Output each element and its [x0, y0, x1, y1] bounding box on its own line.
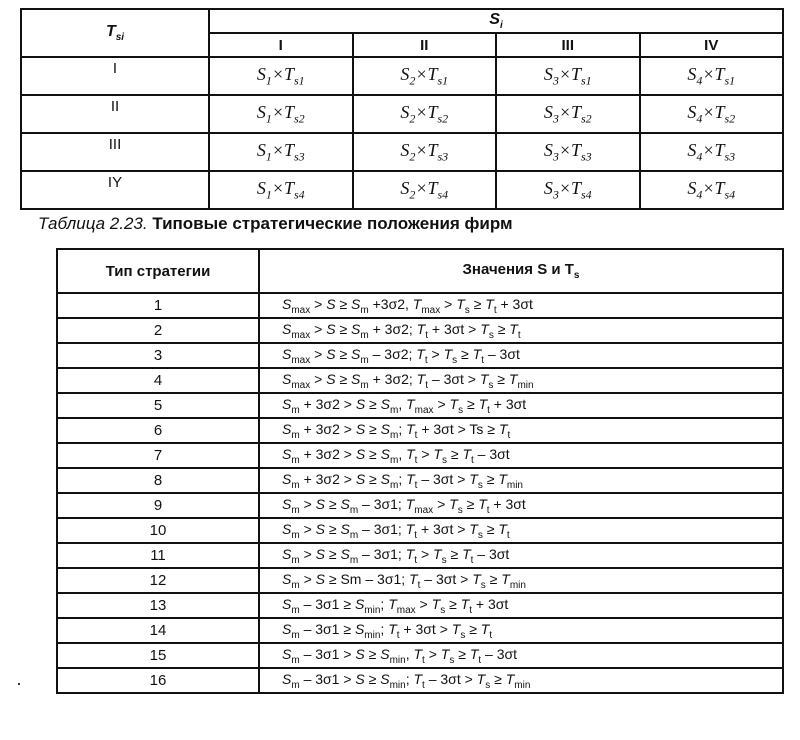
strategy-number: 1 — [57, 293, 259, 318]
strategy-number: 5 — [57, 393, 259, 418]
strategy-row — [57, 293, 783, 318]
matrix-cell: $S_3\times T_{s4}$ — [496, 171, 640, 209]
strategy-row — [57, 418, 783, 443]
strategy-row — [57, 468, 783, 493]
matrix-col-header: II — [353, 33, 497, 57]
strategy-formula: $S_m > S \ge S_m - 3\sigma 1$; $T_t + 3\sigma t > T_s \ge T_t$ — [259, 518, 783, 543]
matrix-col-header: III — [496, 33, 640, 57]
strategy-row — [57, 593, 783, 618]
matrix-cell: $S_4\times T_{s3}$ — [640, 133, 784, 171]
matrix-col-header: IV — [640, 33, 784, 57]
matrix-header-row — [21, 9, 783, 33]
strategy-formula: $S_m > S \ge S_m - 3\sigma 1$; $T_t > T_s \ge T_t - 3\sigma t$ — [259, 543, 783, 568]
strategy-row — [57, 543, 783, 568]
matrix-cell: $S_3\times T_{s2}$ — [496, 95, 640, 133]
matrix-cell: $S_1\times T_{s1}$ — [209, 57, 353, 95]
strategy-number: 14 — [57, 618, 259, 643]
matrix-cell: $S_3\times T_{s1}$ — [496, 57, 640, 95]
matrix-row-label: IY — [21, 171, 209, 209]
matrix-cell: $S_2\times T_{s2}$ — [353, 95, 497, 133]
strategy-number: 4 — [57, 368, 259, 393]
strategy-row — [57, 393, 783, 418]
strategy-row — [57, 318, 783, 343]
strategy-number: 6 — [57, 418, 259, 443]
strategy-formula: $S_{max} > S \ge S_m +3\sigma 2$, $T_{max} > T_s \ge T_t + 3\sigma t$ — [259, 293, 783, 318]
strategy-formula: $S_{max} > S \ge S_m + 3\sigma 2$; $T_t + 3\sigma t > T_s \ge T_t$ — [259, 318, 783, 343]
matrix-row — [21, 95, 783, 133]
strategy-type-header: Тип стратегии — [57, 249, 259, 293]
matrix-cell: $S_3\times T_{s3}$ — [496, 133, 640, 171]
strategy-body — [57, 293, 783, 693]
strategy-header-row — [57, 249, 783, 293]
strategy-formula: $S_m + 3\sigma 2 > S \ge S_m$; $T_t - 3\sigma t > T_s \ge T_{min}$ — [259, 468, 783, 493]
strategy-row — [57, 643, 783, 668]
strategy-types-table — [56, 248, 784, 694]
matrix-cell: $S_2\times T_{s1}$ — [353, 57, 497, 95]
strategy-formula: $S_m - 3\sigma 1 \ge S_{min}$; $T_{max} > T_s \ge T_t + 3\sigma t$ — [259, 593, 783, 618]
strategy-row — [57, 668, 783, 693]
strategy-number: 8 — [57, 468, 259, 493]
matrix-cell: $S_2\times T_{s3}$ — [353, 133, 497, 171]
strategy-number: 13 — [57, 593, 259, 618]
strategy-formula: $S_m > S \ge S_m - 3\sigma 1$; $T_{max} > T_s \ge T_t + 3\sigma t$ — [259, 493, 783, 518]
strategy-number: 16 — [57, 668, 259, 693]
matrix-body — [21, 57, 783, 209]
strategy-number: 9 — [57, 493, 259, 518]
matrix-cell: $S_1\times T_{s2}$ — [209, 95, 353, 133]
strategy-formula: $S_m + 3\sigma 2 > S \ge S_m$, $T_t > T_s \ge T_t - 3\sigma t$ — [259, 443, 783, 468]
strategy-formula: $S_m - 3\sigma 1 \ge S_{min}$; $T_t + 3\sigma t > T_s \ge T_t$ — [259, 618, 783, 643]
matrix-row — [21, 171, 783, 209]
strategy-values-header: Значения S и $T_s$ — [259, 249, 783, 293]
strategy-formula: $S_m + 3\sigma 2 > S \ge S_m$; $T_t + 3\sigma t > Ts \ge T_t$ — [259, 418, 783, 443]
strategy-formula: $S_m > S \ge Sm - 3\sigma 1$; $T_t - 3\sigma t > T_s \ge T_{min}$ — [259, 568, 783, 593]
strategy-formula: $S_m - 3\sigma 1 > S \ge S_{min}$; $T_t - 3\sigma t > T_s \ge T_{min}$ — [259, 668, 783, 693]
strategy-number: 10 — [57, 518, 259, 543]
matrix-cell: $S_1\times T_{s3}$ — [209, 133, 353, 171]
matrix-row-label: III — [21, 133, 209, 171]
matrix-row-label: I — [21, 57, 209, 95]
matrix-cell: $S_4\times T_{s4}$ — [640, 171, 784, 209]
strategy-number: 11 — [57, 543, 259, 568]
stray-dot — [18, 683, 20, 685]
strategy-number: 2 — [57, 318, 259, 343]
strategy-formula: $S_m + 3\sigma 2 > S \ge S_m$, $T_{max} > T_s \ge T_t + 3\sigma t$ — [259, 393, 783, 418]
strategy-number: 15 — [57, 643, 259, 668]
matrix-row — [21, 133, 783, 171]
matrix-row — [21, 57, 783, 95]
matrix-cell: $S_1\times T_{s4}$ — [209, 171, 353, 209]
strategy-row — [57, 568, 783, 593]
strategy-row — [57, 343, 783, 368]
strategy-formula: $S_{max} > S \ge S_m - 3\sigma 2$; $T_t > T_s \ge T_t - 3\sigma t$ — [259, 343, 783, 368]
strategy-matrix-table — [20, 8, 784, 210]
matrix-row-label: II — [21, 95, 209, 133]
strategy-number: 12 — [57, 568, 259, 593]
si-group-header: $S_i$ — [209, 9, 783, 33]
strategy-number: 7 — [57, 443, 259, 468]
strategy-row — [57, 443, 783, 468]
matrix-cell: $S_2\times T_{s4}$ — [353, 171, 497, 209]
strategy-row — [57, 493, 783, 518]
table-caption — [38, 214, 513, 234]
strategy-row — [57, 618, 783, 643]
matrix-cell: $S_4\times T_{s1}$ — [640, 57, 784, 95]
caption-number: Таблица 2.23. — [38, 214, 148, 233]
matrix-cell: $S_4\times T_{s2}$ — [640, 95, 784, 133]
strategy-row — [57, 368, 783, 393]
strategy-formula: $S_m - 3\sigma 1 > S \ge S_{min}$, $T_t > T_s \ge T_t - 3\sigma t$ — [259, 643, 783, 668]
strategy-row — [57, 518, 783, 543]
strategy-number: 3 — [57, 343, 259, 368]
caption-title: Типовые стратегические положения фирм — [152, 214, 513, 233]
matrix-col-header: I — [209, 33, 353, 57]
ts-column-header: $T_{si}$ — [21, 9, 209, 57]
strategy-formula: $S_{max} > S \ge S_m + 3\sigma 2$; $T_t - 3\sigma t > T_s \ge T_{min}$ — [259, 368, 783, 393]
